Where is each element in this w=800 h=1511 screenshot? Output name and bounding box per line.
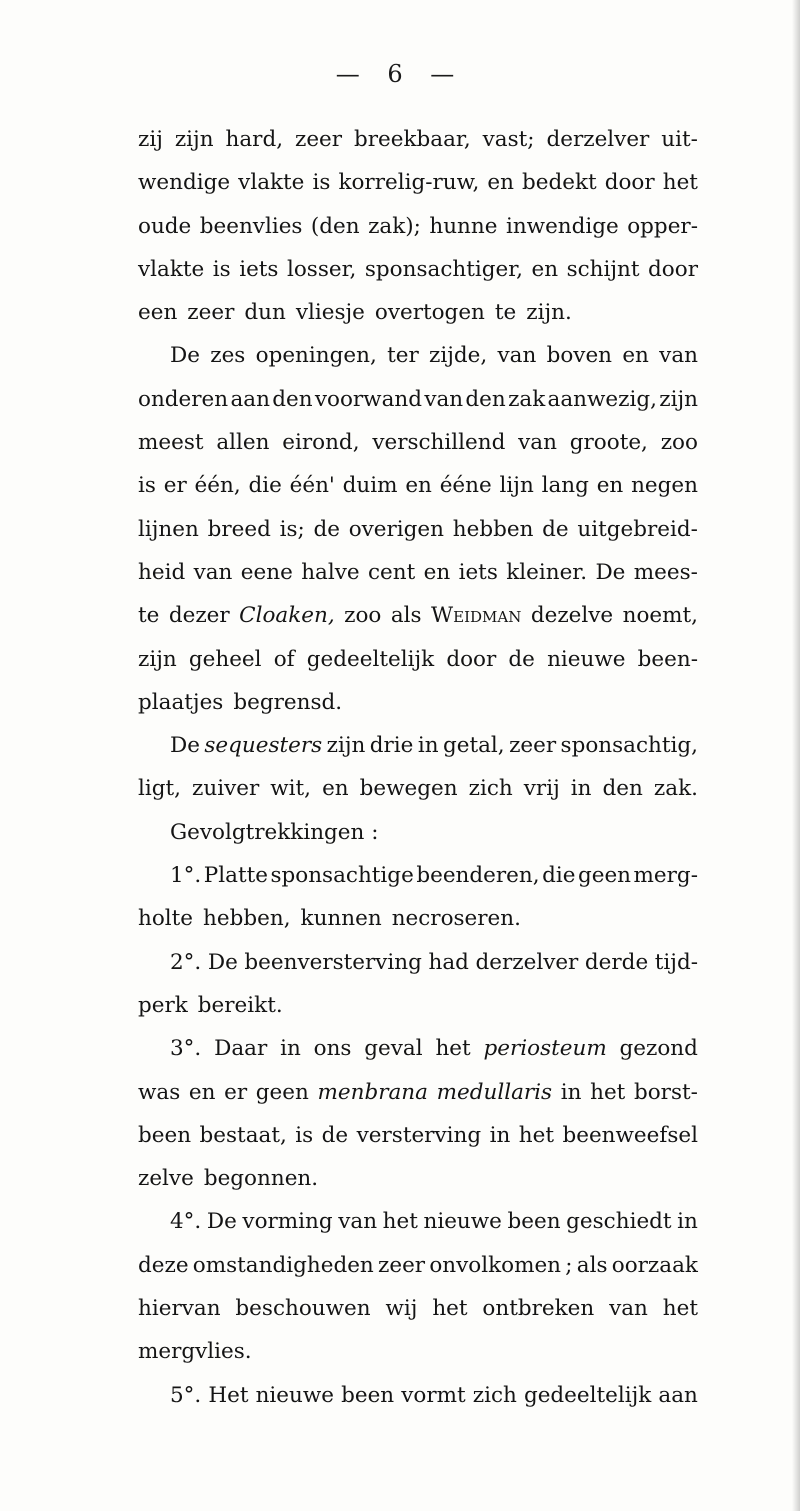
word: 4°.: [170, 1209, 202, 1235]
word: en: [487, 170, 514, 196]
word: in: [417, 733, 439, 759]
word: door: [604, 170, 655, 196]
word: het: [382, 1209, 418, 1235]
text-line: [138, 594, 698, 637]
word: beschouwen: [235, 1296, 371, 1322]
word: in: [280, 1036, 301, 1062]
word: in: [560, 1079, 582, 1105]
word: den: [465, 386, 506, 412]
word: en: [322, 776, 349, 802]
word: de: [313, 516, 340, 542]
word: zijn: [326, 733, 366, 759]
word: één,: [194, 473, 241, 499]
word: versterving: [356, 1122, 482, 1148]
word: derde: [584, 949, 649, 975]
word: wendige: [138, 170, 231, 196]
text-line: [138, 1287, 698, 1330]
text-line: [138, 897, 698, 940]
word: Weidman: [431, 603, 522, 629]
word: het: [518, 1122, 554, 1148]
word: iets: [458, 559, 498, 585]
word: er: [163, 473, 187, 499]
word: omstandigheden: [192, 1252, 374, 1278]
word: geval: [364, 1036, 423, 1062]
word: en: [531, 256, 559, 282]
word: gedeeltelijk: [523, 1382, 652, 1408]
word: den: [272, 386, 313, 412]
page-edge-shadow: [792, 0, 800, 1511]
word: en: [423, 559, 451, 585]
word: aan: [658, 1382, 698, 1408]
word: hunne: [429, 213, 498, 239]
word: één': [289, 473, 335, 499]
word: periosteum: [483, 1036, 607, 1062]
word: de: [542, 516, 569, 542]
word: als: [576, 1252, 608, 1278]
word: onderen: [138, 386, 229, 412]
word: openingen,: [255, 343, 377, 369]
text-line: [138, 421, 698, 464]
word: (den: [310, 213, 360, 239]
word: de: [508, 646, 535, 672]
word: het: [590, 1079, 626, 1105]
word: onvolkomen: [429, 1252, 562, 1278]
word: vlakte: [138, 256, 205, 282]
word: zak);: [368, 213, 421, 239]
word: lijnen: [138, 516, 199, 542]
word: medullaris: [436, 1079, 553, 1105]
word: het: [662, 1296, 698, 1322]
word: begrensd.: [233, 689, 343, 715]
word: noemt,: [622, 603, 698, 629]
word: plaatjes: [138, 689, 224, 715]
word: zich: [472, 1382, 517, 1408]
word: 3°.: [170, 1036, 202, 1062]
word: is: [312, 170, 331, 196]
word: ontbreken: [482, 1296, 595, 1322]
word: die: [542, 863, 576, 889]
word: meest: [138, 430, 204, 456]
text-line: [138, 854, 698, 897]
word: beenderen,: [416, 863, 540, 889]
word: hebben: [452, 516, 534, 542]
word: Platte: [203, 863, 268, 889]
word: geschiedt: [566, 1209, 672, 1235]
word: Cloaken,: [239, 603, 335, 629]
word: menbrana: [317, 1079, 428, 1105]
word: vast;: [482, 127, 535, 152]
word: opper-: [627, 213, 698, 239]
text-line: [138, 551, 698, 594]
word: De: [595, 559, 626, 585]
word: nieuwe: [255, 1382, 334, 1408]
word: wij: [385, 1296, 418, 1322]
word: derzelver: [475, 949, 579, 975]
word: zes: [210, 343, 246, 369]
word: ligt,: [138, 776, 181, 802]
word: ;: [565, 1252, 573, 1278]
word: van: [518, 430, 557, 456]
word: oorzaak: [611, 1252, 698, 1278]
word: zich: [468, 776, 513, 802]
word: Gevolgtrekkingen :: [170, 819, 379, 845]
word: 5°.: [170, 1382, 202, 1408]
word: door: [648, 256, 698, 282]
word: die: [248, 473, 282, 499]
word: De: [170, 733, 200, 759]
word: van: [609, 1296, 648, 1322]
word: beenweefsel: [562, 1122, 698, 1148]
word: en: [405, 473, 432, 499]
word: heid: [138, 559, 186, 585]
text-line: [138, 941, 698, 984]
word: wit,: [270, 776, 312, 802]
text-line: [138, 681, 698, 724]
word: zoo: [344, 603, 382, 629]
text-line: [138, 1157, 698, 1200]
word: dezelve: [530, 603, 614, 629]
word: in: [570, 776, 592, 802]
word: zeer: [295, 127, 343, 152]
text-line: [138, 724, 698, 767]
word: van: [338, 1209, 378, 1235]
text-line: [138, 1200, 698, 1243]
word: zij: [138, 127, 163, 152]
word: been: [341, 1382, 395, 1408]
word: en: [596, 473, 624, 499]
word: mergvlies.: [138, 1339, 252, 1365]
word: vliesje: [295, 300, 365, 326]
text-line: [138, 378, 698, 421]
word: De: [170, 343, 200, 369]
word: zijn.: [526, 300, 572, 326]
word: drie: [369, 733, 414, 759]
word: geen: [255, 1079, 309, 1105]
word: borst-: [633, 1079, 698, 1105]
word: er: [224, 1079, 248, 1105]
word: eirond,: [282, 430, 360, 456]
word: bewegen: [359, 776, 458, 802]
text-line: [138, 1027, 698, 1070]
word: duim: [342, 473, 398, 499]
word: of: [273, 646, 295, 672]
word: overigen: [348, 516, 445, 542]
word: 2°.: [170, 949, 202, 975]
word: het: [432, 1296, 468, 1322]
word: breed: [207, 516, 271, 542]
word: had: [428, 949, 469, 975]
word: bestaat,: [199, 1122, 287, 1148]
word: been: [138, 1122, 192, 1148]
text-line: [138, 1330, 698, 1373]
word: hard,: [225, 127, 284, 152]
text-line: [138, 811, 698, 854]
word: getal,: [442, 733, 505, 759]
word: van: [424, 386, 464, 412]
word: verschillend: [372, 430, 506, 456]
word: schijnt: [566, 256, 640, 282]
text-line: [138, 508, 698, 551]
word: 1°.: [170, 863, 202, 889]
word: als: [390, 603, 422, 629]
word: vrij: [523, 776, 560, 802]
word: bedekt: [522, 170, 597, 196]
word: zoo: [660, 430, 698, 456]
word: perk: [138, 992, 188, 1018]
word: holte: [138, 906, 194, 932]
word: den: [602, 776, 643, 802]
text-line: [138, 638, 698, 681]
word: van: [193, 559, 233, 585]
word: zijn: [659, 386, 698, 412]
word: boven: [546, 343, 613, 369]
word: cent: [367, 559, 416, 585]
word: losser,: [286, 256, 357, 282]
word: ééne: [439, 473, 492, 499]
word: in: [677, 1209, 698, 1235]
word: overtogen: [374, 300, 485, 326]
word: de: [321, 1122, 349, 1148]
word: vorming: [242, 1209, 333, 1235]
word: zeer: [187, 300, 235, 326]
word: De: [207, 949, 238, 975]
word: sponsachtig,: [560, 733, 698, 759]
word: deze: [138, 1252, 189, 1278]
word: aanwezig,: [547, 386, 657, 412]
word: korrelig-ruw,: [338, 170, 480, 196]
word: is;: [279, 516, 305, 542]
word: beenvlies: [199, 213, 303, 239]
word: nieuwe: [423, 1209, 502, 1235]
word: vlakte: [238, 170, 305, 196]
word: zeer: [509, 733, 557, 759]
text-line: [138, 1374, 698, 1417]
word: en: [622, 343, 649, 369]
word: tijd-: [654, 949, 698, 975]
word: eene: [240, 559, 293, 585]
word: te: [494, 300, 517, 326]
word: oude: [138, 213, 192, 239]
word: merg-: [633, 863, 698, 889]
text-line: [138, 1244, 698, 1287]
word: nieuwe: [547, 646, 626, 672]
word: was: [138, 1079, 181, 1105]
word: lang: [541, 473, 589, 499]
word: iets: [239, 256, 279, 282]
text-line: [138, 248, 698, 291]
word: begonnen.: [203, 1166, 319, 1192]
word: gedeeltelijk: [306, 646, 435, 672]
word: is: [138, 473, 156, 499]
word: dun: [244, 300, 286, 326]
word: is: [295, 1122, 314, 1148]
word: lijn: [499, 473, 534, 499]
word: voorwand: [314, 386, 423, 412]
word: het: [435, 1036, 471, 1062]
text-line: [138, 161, 698, 204]
page-number-header: — 6 —: [335, 60, 465, 88]
word: mees-: [633, 559, 698, 585]
word: groote,: [569, 430, 648, 456]
word: beenversterving: [244, 949, 422, 975]
word: allen: [216, 430, 270, 456]
word: gezond: [619, 1036, 698, 1062]
word: kleiner.: [506, 559, 588, 585]
word: vormt: [401, 1382, 466, 1408]
word: te: [138, 603, 160, 629]
word: door: [446, 646, 497, 672]
word: zak: [508, 386, 546, 412]
word: aan: [230, 386, 270, 412]
word: sponsachtiger,: [364, 256, 523, 282]
word: geen: [577, 863, 632, 889]
word: kunnen: [300, 906, 382, 932]
word: sequesters: [204, 733, 323, 759]
body-text: [138, 118, 698, 1417]
text-line: [138, 291, 698, 334]
word: uit-: [661, 127, 698, 152]
word: dezer: [168, 603, 230, 629]
word: geheel: [188, 646, 262, 672]
word: Het: [208, 1382, 249, 1408]
word: zijn: [138, 646, 177, 672]
word: negen: [631, 473, 698, 499]
text-line: [138, 205, 698, 248]
word: en: [188, 1079, 216, 1105]
word: been-: [637, 646, 698, 672]
text-line: [138, 464, 698, 507]
word: is: [212, 256, 231, 282]
word: hebben,: [203, 906, 291, 932]
word: van: [659, 343, 698, 369]
text-line: [138, 767, 698, 810]
word: van: [497, 343, 537, 369]
text-line: [138, 1071, 698, 1114]
word: zeer: [378, 1252, 426, 1278]
word: derzelver: [546, 127, 650, 152]
word: een: [138, 300, 178, 326]
word: ter: [387, 343, 419, 369]
word: bereikt.: [197, 992, 283, 1018]
word: zak.: [653, 776, 698, 802]
text-line: [138, 1114, 698, 1157]
word: sponsachtige: [270, 863, 414, 889]
word: het: [662, 170, 698, 196]
text-line: [138, 984, 698, 1027]
word: zuiver: [192, 776, 260, 802]
text-line: [138, 334, 698, 377]
word: breekbaar,: [354, 127, 471, 152]
word: in: [489, 1122, 511, 1148]
word: zijn: [174, 127, 214, 152]
word: zijde,: [429, 343, 488, 369]
word: hiervan: [138, 1296, 221, 1322]
word: ons: [313, 1036, 352, 1062]
word: halve: [301, 559, 360, 585]
word: been: [507, 1209, 561, 1235]
word: necroseren.: [391, 906, 521, 932]
word: Daar: [214, 1036, 268, 1062]
word: inwendige: [505, 213, 619, 239]
word: zelve: [138, 1166, 194, 1192]
word: De: [206, 1209, 237, 1235]
text-line: [138, 118, 698, 161]
word: uitgebreid-: [577, 516, 698, 542]
